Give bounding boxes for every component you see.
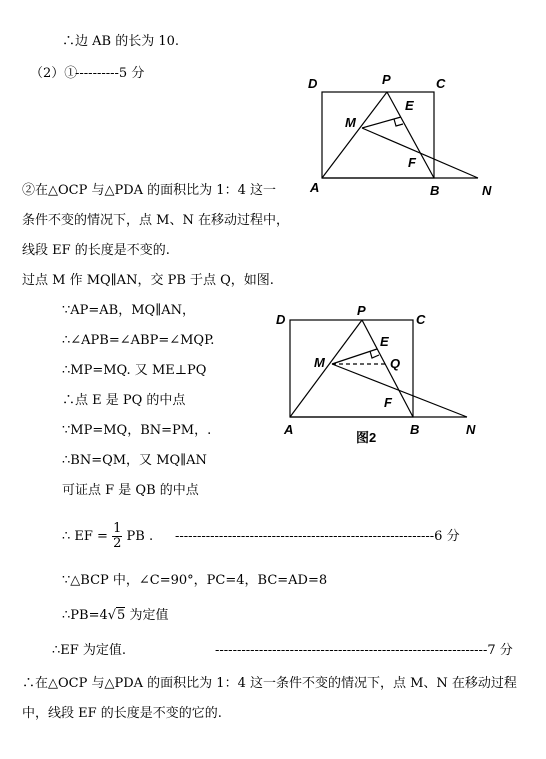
fig2-label-b: B xyxy=(410,422,420,437)
fig2-label-p: P xyxy=(357,303,366,318)
fig2-caption: 图2 xyxy=(356,430,377,445)
step-1: ∵AP=AB，MQ∥AN， xyxy=(62,303,195,318)
part2-text-4: 过点 M 作 MQ∥AN，交 PB 于点 Q，如图. xyxy=(22,273,274,288)
right-angle-mark xyxy=(370,351,379,358)
line-ap xyxy=(290,320,362,417)
step-2: ∴∠APB=∠ABP=∠MQP. xyxy=(62,333,215,348)
score-7: --------------------------------------------------------------7 分 xyxy=(215,643,513,658)
fig2-label-f: F xyxy=(384,395,392,410)
line-mn xyxy=(362,128,478,178)
figure-2 xyxy=(270,300,490,450)
score-6: -----------------------------------------------------------6 分 xyxy=(175,529,460,544)
step-5: ∵MP=MQ，BN=PM，. xyxy=(62,423,212,438)
fig2-label-c: C xyxy=(416,312,426,327)
sqrt-symbol: √5 xyxy=(107,608,126,623)
sqrt-radicand: 5 xyxy=(117,608,126,623)
answer-line-ab: ∴边 AB 的长为 10. xyxy=(62,34,180,49)
fig1-label-f: F xyxy=(408,155,416,170)
fraction-numerator: 1 xyxy=(113,521,122,536)
pb-equals: ∴PB=4 xyxy=(62,608,108,623)
fraction-denominator: 2 xyxy=(113,536,122,551)
step-8-ef-formula xyxy=(62,522,153,552)
part2-text-1: ②在△OCP 与△PDA 的面积比为 1：4 这一 xyxy=(22,183,276,198)
fig2-label-m: M xyxy=(314,355,325,370)
fig2-label-d: D xyxy=(276,312,286,327)
fig1-label-e: E xyxy=(405,98,414,113)
fig2-label-n: N xyxy=(466,422,476,437)
fig1-label-a: A xyxy=(310,180,320,195)
conclusion-2: 中，线段 EF 的长度是不变的它的. xyxy=(22,706,222,721)
conclusion-1: ∴在△OCP 与△PDA 的面积比为 1：4 这一条件不变的情况下，点 M、N 在移动过程 xyxy=(22,676,517,691)
constant-text: 为定值 xyxy=(125,608,169,623)
part2-text-3: 线段 EF 的长度是不变的. xyxy=(22,243,170,258)
fig1-label-c: C xyxy=(436,76,446,91)
pb-term: PB . xyxy=(126,529,154,544)
figure-1 xyxy=(300,70,520,205)
fig2-label-e: E xyxy=(380,334,389,349)
fig2-label-a: A xyxy=(284,422,294,437)
step-11: ∴EF 为定值. xyxy=(52,643,127,658)
fig1-label-p: P xyxy=(382,72,391,87)
score-5: ----------5 分 xyxy=(75,66,145,81)
line-mn xyxy=(332,364,467,417)
part2-text-2: 条件不变的情况下，点 M、N 在移动过程中， xyxy=(22,213,289,228)
step-3: ∴MP=MQ. 又 ME⊥PQ xyxy=(62,363,207,378)
fig1-label-n: N xyxy=(482,183,492,198)
fig1-label-d: D xyxy=(308,76,318,91)
step-6: ∴BN=QM，又 MQ∥AN xyxy=(62,453,207,468)
step-10-pb-value xyxy=(62,608,168,624)
fig1-label-m: M xyxy=(345,115,356,130)
step-7: 可证点 F 是 QB 的中点 xyxy=(62,483,199,498)
step-9: ∵△BCP 中，∠C=90°，PC=4，BC=AD=8 xyxy=(62,573,328,588)
fig1-label-b: B xyxy=(430,183,440,198)
step-4: ∴点 E 是 PQ 的中点 xyxy=(62,393,186,408)
ef-equals: ∴ EF = xyxy=(62,529,108,544)
fraction-half xyxy=(112,522,122,551)
fig2-label-q: Q xyxy=(390,356,401,371)
part2-label: （2）① xyxy=(30,66,78,81)
